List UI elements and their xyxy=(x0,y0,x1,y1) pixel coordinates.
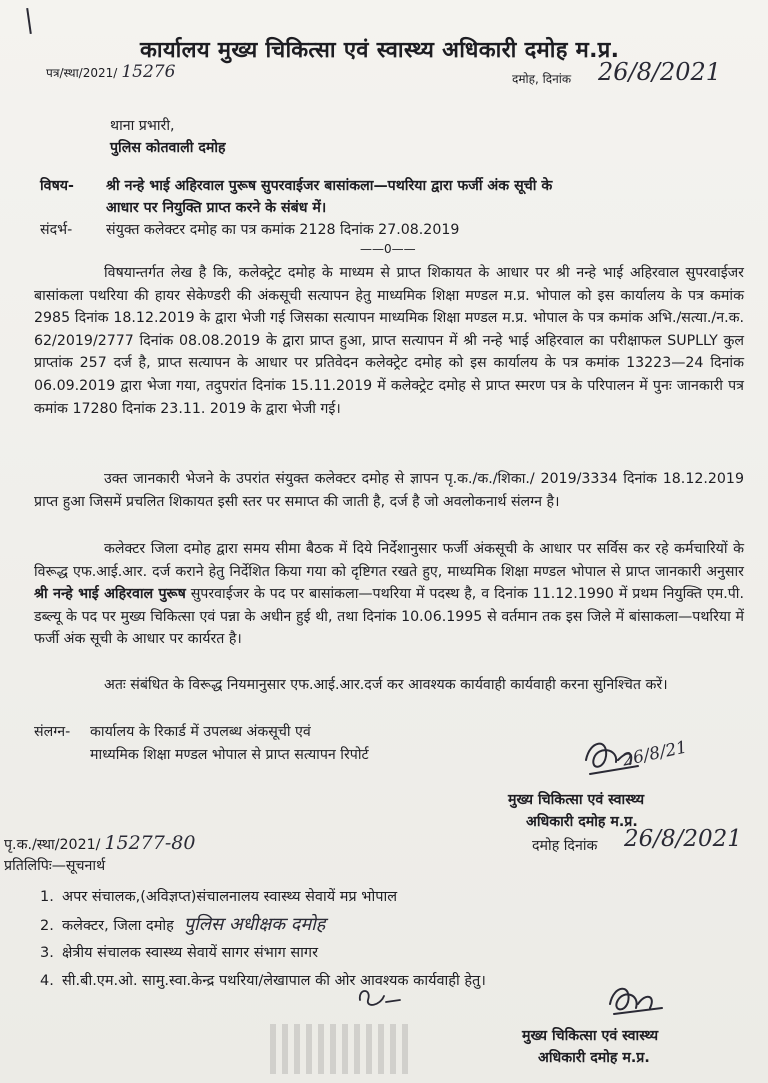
copy-item-text: अपर संचालक,(अविज्ञप्त)संचालनालय स्वास्थ्य सेवायें मप्र भोपाल xyxy=(62,889,398,905)
enclosure-label: संलग्न- xyxy=(34,724,71,740)
copy-item-1 xyxy=(40,883,760,911)
paragraph-4: अतः संबंधित के विरूद्ध नियमानुसार एफ.आई.आर.दर्ज कर आवश्यक कार्यवाही कार्यवाही करना सुनिश्चित करें। xyxy=(104,677,668,693)
enclosure-line-1: कार्यालय के रिकार्ड में उपलब्ध अंकसूची एवं xyxy=(90,724,311,740)
endorsement-date: 26/8/2021 xyxy=(624,826,742,852)
endorsement-date-label: दमोह दिनांक xyxy=(532,838,598,854)
copy-item-text: कलेक्टर, जिला दमोह xyxy=(62,918,174,934)
copy-item-number: 1. xyxy=(40,889,54,905)
margin-mark xyxy=(26,8,32,34)
paragraph-3-part-a: कलेक्टर जिला दमोह द्वारा समय सीमा बैठक में दिये निर्देशानुसार फर्जी अंकसूची के आधार पर सर्विस कर रहे कर्मचारियों के विरूद्ध एफ.आई.आर. दर्ज कराने हेतु निर्देशित किया गया को दृष्टिगत रखते हुए, माध्यमिक शिक्षा मण्डल भोपाल से प्राप्त जानकारी अनुसार xyxy=(34,541,744,580)
paragraph-2: उक्त जानकारी भेजने के उपरांत संयुक्त कलेक्टर दमोह से ज्ञापन पृ.क./क./शिका./ 2019/3334 दिनांक 18.12.2019 प्राप्त हुआ जिसमें प्रचलित शिकायत इसी स्तर पर समाप्त की जाती है, दर्ज है जो अवलोकनार्थ संलग्न है। xyxy=(34,471,744,510)
paragraph-3-emphasis: श्री नन्हे भाई अहिरवाल पुरूष xyxy=(34,586,186,603)
enclosure-line-2: माध्यमिक शिक्षा मण्डल भोपाल से प्राप्त सत्यापन रिपोर्ट xyxy=(90,747,369,763)
office-title: कार्यालय मुख्य चिकित्सा एवं स्वास्थ्य अधिकारी दमोह म.प्र. xyxy=(140,38,620,63)
paragraph-3 xyxy=(34,538,744,651)
endorsement-ref-number: 15277-80 xyxy=(104,832,196,854)
letter-ref-prefix: पत्र/स्था/2021/ xyxy=(46,66,118,80)
separator: ——0—— xyxy=(360,242,416,256)
signature-1-date: 26/8/21 xyxy=(620,737,689,771)
copy-item-number: 3. xyxy=(40,945,54,961)
copy-item-number: 4. xyxy=(40,973,54,989)
copy-item-text: क्षेत्रीय संचालक स्वास्थ्य सेवायें सागर संभाग सागर xyxy=(62,945,319,961)
paragraph-1: विषयान्तर्गत लेख है कि, कलेक्ट्रेट दमोह के माध्यम से प्राप्त शिकायत के आधार पर श्री नन्हे भाई अहिरवाल सुपरवाईजर बासांकला पथरिया की हायर सेकेण्डरी की अंकसूची सत्यापन हेतु माध्यमिक शिक्षा मण्डल म.प्र. भोपाल को इस कार्यालय के पत्र कमांक 2985 दिनांक 18.12.2019 के द्वारा भेजी गई जिसका सत्यापन माध्यमिक शिक्षा मण्डल म.प्र. भोपाल के पत्र कमांक अभि./सत्या./न.क. 62/2019/2777 दिनांक 08.08.2019 के द्वारा प्राप्त हुआ, प्राप्त सत्यापन में श्री नन्हे भाई अहिरवाल का परीक्षाफल SUPLLY कुल प्राप्तांक 257 दर्ज है, प्राप्त सत्यापन के आधार पर प्रतिवेदन कलेक्ट्रेट दमोह को इस कार्यालय के पत्र कमांक 13223—24 दिनांक 06.09.2019 द्वारा भेजा गया, तदुपरांत दिनांक 15.11.2019 में कलेक्ट्रेट दमोह से प्राप्त स्मरण पत्र के परिपालन में पुनः जानकारी पत्र कमांक 17280 दिनांक 23.11. 2019 के द्वारा भेजी गई। xyxy=(34,265,744,417)
subject-label: विषय- xyxy=(40,178,74,194)
copy-item-2 xyxy=(40,911,760,939)
copy-item-handwritten-note: पुलिस अधीक्षक दमोह xyxy=(183,914,326,935)
paragraph-3-part-b: सुपरवाईजर के पद पर बासांकला—पथरिया में पदस्थ है, व दिनांक 11.12.1990 में प्रथम नियुक्ति एम.पी. डब्ल्यू के पद पर मुख्य चिकित्सा एवं पन्ना के अधीन हुई थी, तथा दिनांक 10.06.1995 से वर्तमान तक इस जिले में बांसाकला—पथरिया में फर्जी अंक सूची के आधार पर कार्यरत है। xyxy=(34,586,744,648)
signatory-1-line-1: मुख्य चिकित्सा एवं स्वास्थ्य xyxy=(508,792,645,808)
signatory-2-line-1: मुख्य चिकित्सा एवं स्वास्थ्य xyxy=(522,1028,659,1044)
recipient-line-2: पुलिस कोतवाली दमोह xyxy=(110,140,226,156)
subject-line-1: श्री नन्हे भाई अहिरवाल पुरूष सुपरवाईजर बासांकला—पथरिया द्वारा फर्जी अंक सूची के xyxy=(106,178,553,194)
copy-item-text: सी.बी.एम.ओ. सामु.स्वा.केन्द्र पथरिया/लेखापाल की ओर आवश्यक कार्यवाही हेतु। xyxy=(62,973,486,989)
endorsement-ref xyxy=(4,832,195,854)
letter-date: 26/8/2021 xyxy=(598,58,722,86)
reference-text: संयुक्त कलेक्टर दमोह का पत्र कमांक 2128 दिनांक 27.08.2019 xyxy=(106,222,460,238)
faded-stamp-area xyxy=(270,1024,410,1074)
subject-line-2: आधार पर नियुक्ति प्राप्त करने के संबंध में। xyxy=(106,200,327,216)
signature-2-icon xyxy=(600,978,680,1020)
copy-item-number: 2. xyxy=(40,918,54,934)
place-date-label: दमोह, दिनांक xyxy=(512,72,572,86)
initials-icon xyxy=(350,982,410,1012)
letter-ref xyxy=(46,62,175,82)
copy-item-3 xyxy=(40,939,760,967)
recipient-line-1: थाना प्रभारी, xyxy=(110,118,175,134)
letter-ref-number: 15276 xyxy=(121,62,176,82)
endorsement-ref-prefix: पृ.क./स्था/2021/ xyxy=(4,837,101,853)
reference-label: संदर्भ- xyxy=(40,222,73,238)
copy-label: प्रतिलिपिः—सूचनार्थ xyxy=(4,858,106,874)
signatory-2-line-2: अधिकारी दमोह म.प्र. xyxy=(538,1050,650,1066)
signatory-1-line-2: अधिकारी दमोह म.प्र. xyxy=(526,814,638,830)
